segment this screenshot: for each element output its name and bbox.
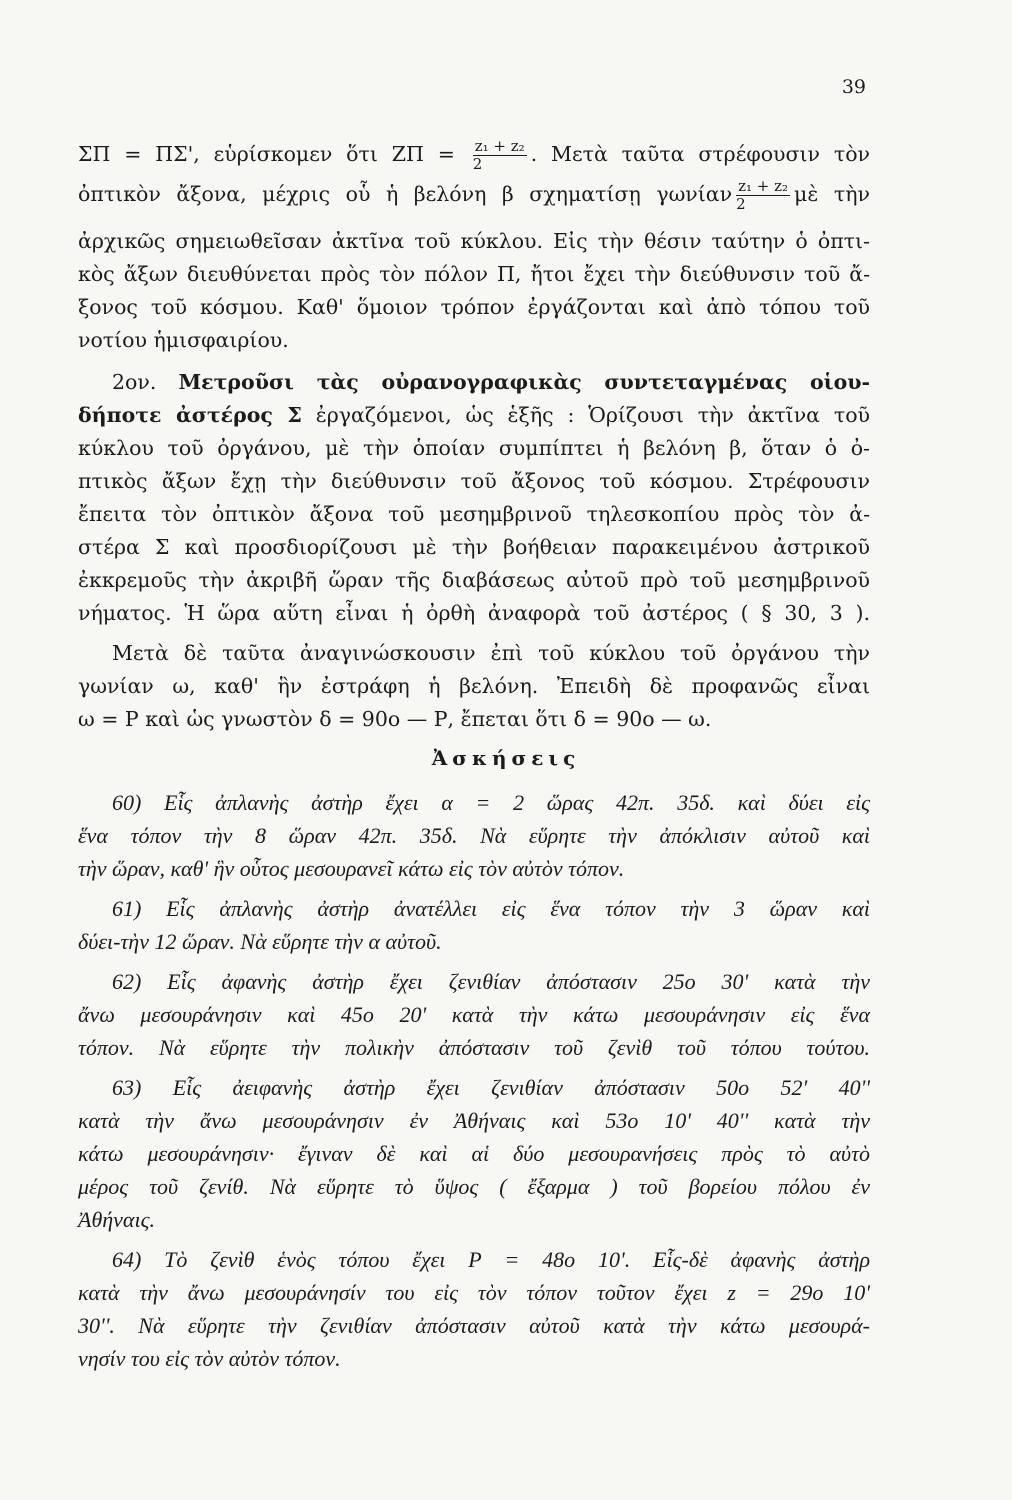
- text-line: πτικὸς ἄξων ἔχῃ τὴν διεύθυνσιν τοῦ ἄξονος τοῦ κόσμου. Στρέφουσιν: [78, 469, 870, 493]
- exercise-line: 60) Εἷς ἀπλανὴς ἀστὴρ ἔχει α = 2 ὥρας 42π. 35δ. καὶ δύει εἰς: [112, 790, 870, 815]
- exercise-line: ἕνα τόπον τὴν 8 ὥραν 42π. 35δ. Νὰ εὕρητε τὴν ἀπόκλισιν αὐτοῦ καὶ: [78, 823, 870, 848]
- fraction-denominator: 2: [472, 155, 483, 173]
- text-line: ἀρχικῶς σημειωθεῖσαν ἀκτῖνα τοῦ κύκλου. Εἰς τὴν θέσιν ταύτην ὁ ὀπτι-: [78, 229, 870, 253]
- exercise-line: 62) Εἷς ἀφανὴς ἀστὴρ ἔχει ζενιθίαν ἀπόστασιν 25ο 30' κατὰ τὴν: [112, 969, 870, 994]
- text-line: ἔπειτα τὸν ὀπτικὸν ἄξονα τοῦ μεσημβρινοῦ τηλεσκοπίου πρὸς τὸν ἀ-: [78, 502, 870, 526]
- exercise-line: 30''. Νὰ εὕρητε τὴν ζενιθίαν ἀπόστασιν αὐτοῦ κατὰ τὴν κάτω μεσουρά-: [78, 1313, 870, 1338]
- exercises-heading: Ἀσκήσεις: [431, 746, 581, 770]
- fraction-numerator: z₁ + z₂: [474, 137, 525, 155]
- fraction-denominator: 2: [736, 195, 746, 213]
- text-line: ω = Ρ καὶ ὡς γνωστὸν δ = 90ο — Ρ, ἔπεται ὅτι δ = 90ο — ω.: [78, 707, 712, 731]
- eq1-left: ΣΠ = ΠΣ', εὑρίσκομεν ὅτι ΖΠ =: [78, 142, 469, 166]
- text-line-p2-second: [78, 400, 870, 430]
- text-line-eq2: [78, 178, 870, 213]
- text-line: γωνίαν ω, καθ' ἣν ἐστράφη ἡ βελόνη. Ἐπειδὴ δὲ προφανῶς εἶναι: [78, 674, 870, 698]
- fraction-z1-z2-over-2: [473, 138, 527, 173]
- text-line-p2-first: [112, 367, 870, 397]
- eq2-left: ὀπτικὸν ἄξονα, μέχρις οὗ ἡ βελόνη β σχηματίσῃ γωνίαν: [78, 182, 733, 206]
- section-number: 2ον.: [112, 370, 179, 394]
- text-line-eq1: [78, 138, 870, 173]
- exercise-line: 64) Τὸ ζενὶθ ἑνὸς τόπου ἔχει Ρ = 48ο 10'. Εἷς-δὲ ἀφανὴς ἀστὴρ: [112, 1247, 870, 1272]
- page-number: 39: [841, 76, 866, 98]
- text-line: κύκλου τοῦ ὀργάνου, μὲ τὴν ὁποίαν συμπίπτει ἡ βελόνη β, ὅταν ὁ ὀ-: [78, 436, 870, 460]
- text-run: ἐργαζόμενοι, ὡς ἑξῆς : Ὁρίζουσι τὴν ἀκτῖνα τοῦ: [301, 403, 870, 427]
- text-line: νοτίου ἡμισφαιρίου.: [78, 328, 289, 352]
- exercise-line: κάτω μεσουράνησιν· ἔγιναν δὲ καὶ αἱ δύο μεσουρανήσεις πρὸς τὸ αὐτὸ: [78, 1141, 870, 1166]
- exercise-line: νησίν του εἰς τὸν αὐτὸν τόπον.: [78, 1346, 341, 1371]
- exercise-line: τὴν ὥραν, καθ' ἣν οὗτος μεσουρανεῖ κάτω εἰς τὸν αὐτὸν τόπον.: [78, 856, 625, 881]
- text-line: Μετὰ δὲ ταῦτα ἀναγινώσκουσιν ἐπὶ τοῦ κύκλου τοῦ ὀργάνου τὴν: [112, 641, 870, 665]
- exercise-line: κατὰ τὴν ἄνω μεσουράνησιν ἐν Ἀθήναις καὶ 53ο 10' 40'' κατὰ τὴν: [78, 1108, 870, 1133]
- text-line: νήματος. Ἡ ὥρα αὕτη εἶναι ἡ ὀρθὴ ἀναφορὰ τοῦ ἀστέρος ( § 30, 3 ).: [78, 601, 870, 625]
- exercise-line: ἄνω μεσουράνησιν καὶ 45ο 20' κατὰ τὴν κάτω μεσουράνησιν εἰς ἕνα: [78, 1002, 870, 1027]
- text-line: ἐκκρεμοῦς τὴν ἀκριβῆ ὥραν τῆς διαβάσεως αὐτοῦ πρὸ τοῦ μεσημβρινοῦ: [78, 568, 870, 592]
- eq2-right: μὲ τὴν: [794, 182, 870, 206]
- eq1-right: . Μετὰ ταῦτα στρέφουσιν τὸν: [530, 142, 870, 166]
- exercise-line: δύει-τὴν 12 ὥραν. Νὰ εὕρητε τὴν α αὐτοῦ.: [78, 929, 442, 954]
- fraction-numerator: z₁ + z₂: [738, 177, 789, 195]
- exercise-line: 63) Εἷς ἀειφανὴς ἀστὴρ ἔχει ζενιθίαν ἀπόστασιν 50ο 52' 40'': [112, 1075, 870, 1100]
- section-title-cont: δήποτε ἀστέρος Σ: [78, 403, 302, 427]
- exercise-line: μέρος τοῦ ζενίθ. Νὰ εὕρητε τὸ ὕψος ( ἔξαρμα ) τοῦ βορείου πόλου ἐν: [78, 1174, 870, 1199]
- exercise-line: τόπον. Νὰ εὕρητε τὴν πολικὴν ἀπόστασιν τοῦ ζενὶθ τοῦ τόπου τούτου.: [78, 1035, 870, 1060]
- section-title: Μετροῦσι τὰς οὐρανογραφικὰς συντεταγμένας οἱου-: [178, 370, 870, 394]
- exercise-line: 61) Εἷς ἀπλανὴς ἀστὴρ ἀνατέλλει εἰς ἕνα τόπον τὴν 3 ὥραν καὶ: [112, 896, 870, 921]
- fraction-z1-z2-over-2: [736, 178, 790, 213]
- text-line: κὸς ἄξων διευθύνεται πρὸς τὸν πόλον Π, ἤτοι ἔχει τὴν διεύθυνσιν τοῦ ἄ-: [78, 262, 870, 286]
- text-line: στέρα Σ καὶ προσδιορίζουσι μὲ τὴν βοήθειαν παρακειμένου ἀστρικοῦ: [78, 535, 870, 559]
- text-line: ξονος τοῦ κόσμου. Καθ' ὅμοιον τρόπον ἐργάζονται καὶ ἀπὸ τόπου τοῦ: [78, 295, 870, 319]
- exercise-line: Ἀθήναις.: [78, 1207, 156, 1232]
- exercise-line: κατὰ τὴν ἄνω μεσουράνησίν του εἰς τὸν τόπον τοῦτον ἔχει z = 29ο 10': [78, 1280, 870, 1305]
